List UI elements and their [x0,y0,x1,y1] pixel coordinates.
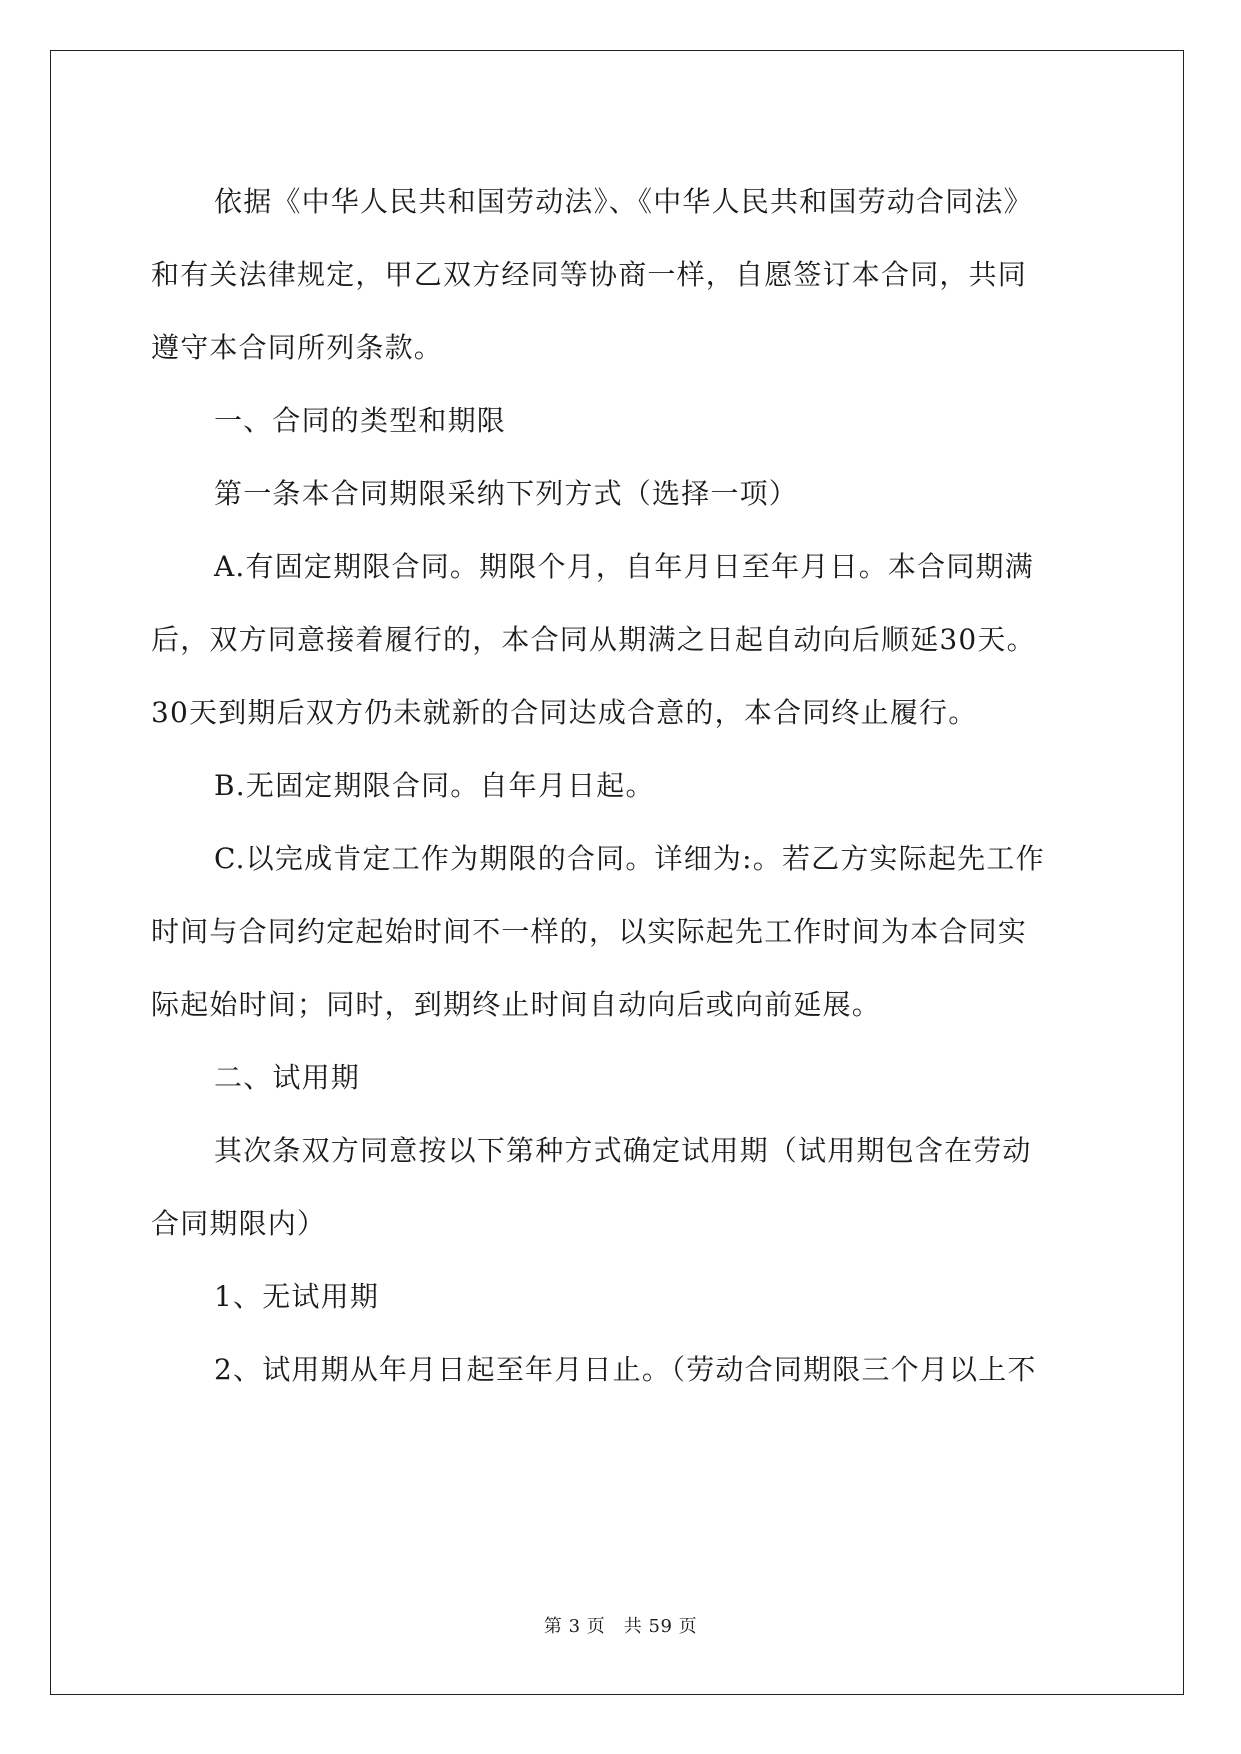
page-footer: 第 3 页 共 59 页 [543,1616,698,1637]
section-heading: 二、试用期 [214,1061,361,1094]
paragraph-line: B.无固定期限合同。自年月日起。 [214,769,655,802]
document-body [151,165,1096,1406]
paragraph-line: C.以完成肯定工作为期限的合同。详细为:。若乙方实际起先工作 [214,842,1045,875]
paragraph-line: 30天到期后双方仍未就新的合同达成合意的，本合同终止履行。 [151,696,978,729]
paragraph-line: 其次条双方同意按以下第种方式确定试用期（试用期包含在劳动 [214,1134,1032,1167]
paragraph-line: 第一条本合同期限采纳下列方式（选择一项） [214,477,799,510]
paragraph-line: A.有固定期限合同。期限个月，自年月日至年月日。本合同期满 [214,550,1034,583]
paragraph-line: 2、试用期从年月日起至年月日止。（劳动合同期限三个月以上不 [214,1353,1037,1386]
paragraph-line: 合同期限内） [151,1207,327,1240]
paragraph-line: 1、无试用期 [214,1280,380,1313]
paragraph-line: 依据《中华人民共和国劳动法》、《中华人民共和国劳动合同法》 [214,185,1033,218]
section-heading: 一、合同的类型和期限 [214,404,507,437]
paragraph-line: 后，双方同意接着履行的，本合同从期满之日起自动向后顺延30天。 [151,623,1036,656]
paragraph-line: 和有关法律规定，甲乙双方经同等协商一样，自愿签订本合同，共同 [151,258,1028,291]
paragraph-line: 遵守本合同所列条款。 [151,331,444,364]
paragraph-line: 时间与合同约定起始时间不一样的，以实际起先工作时间为本合同实 [151,915,1028,948]
paragraph-line: 际起始时间；同时，到期终止时间自动向后或向前延展。 [151,988,882,1021]
